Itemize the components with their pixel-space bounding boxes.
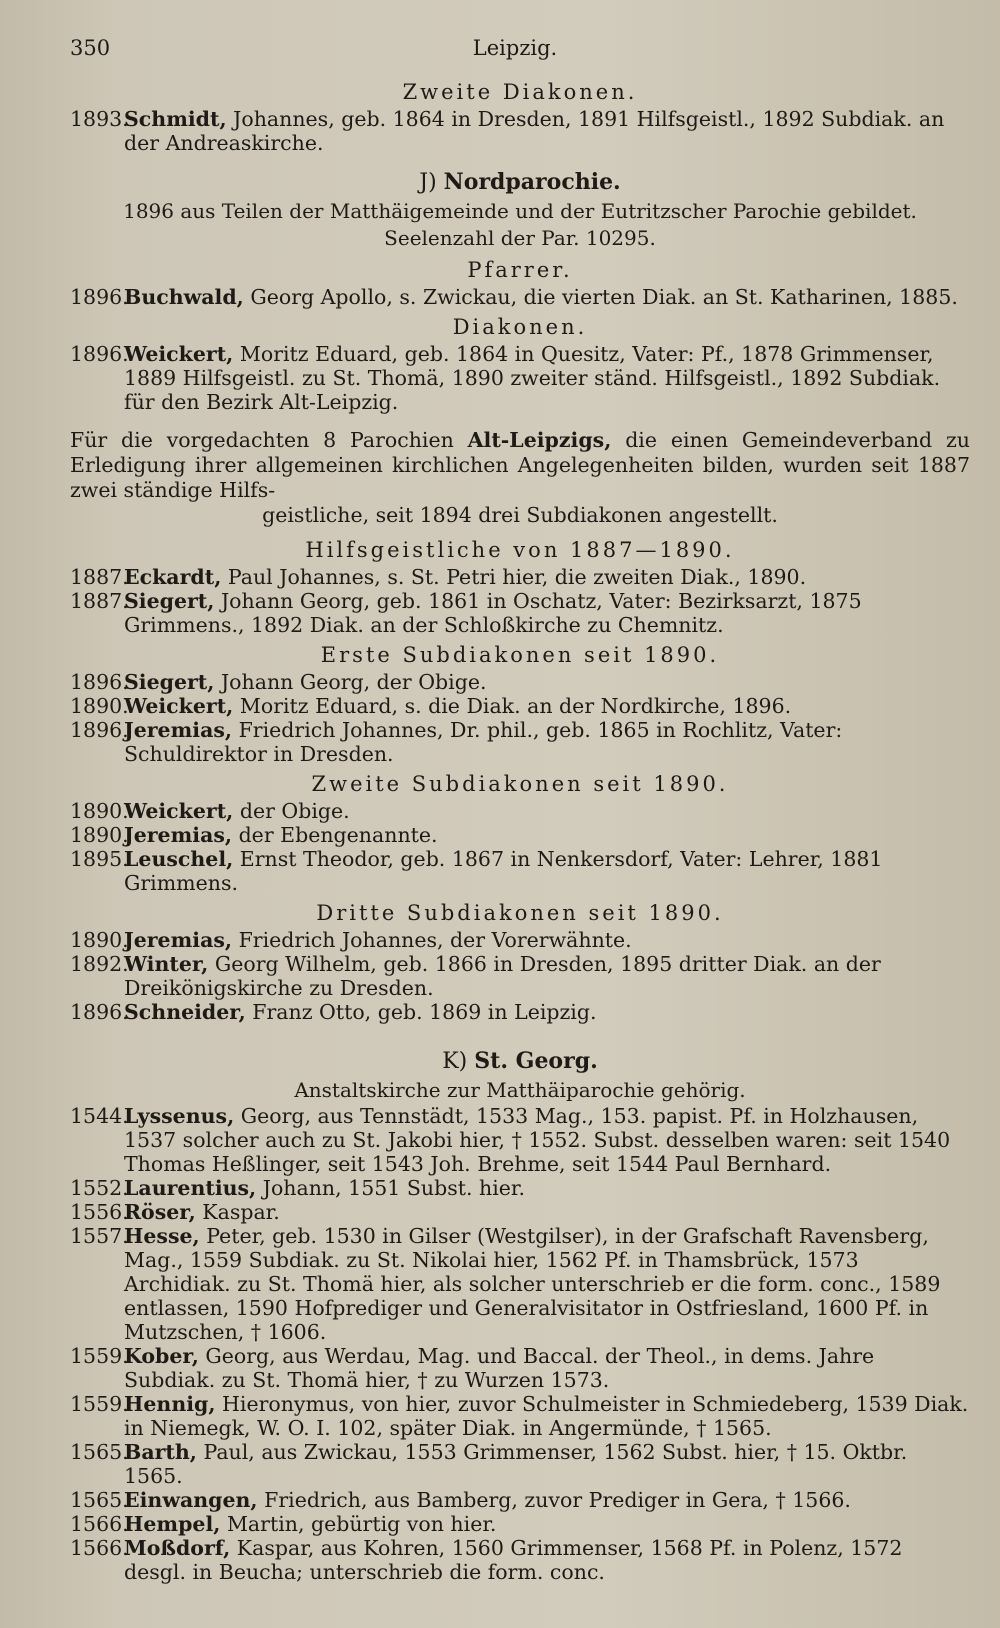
list-item	[70, 1440, 970, 1488]
list-item	[70, 694, 970, 718]
entry-description: Georg Apollo, s. Zwickau, die vierten Diak. an St. Katharinen, 1885.	[250, 285, 958, 309]
entry-name: Schmidt,	[124, 107, 227, 131]
paragraph-emphasis: Alt-Leipzigs,	[467, 428, 612, 452]
nordparochie-note-2: Seelenzahl der Par. 10295.	[384, 226, 656, 250]
entry-description: Johann Georg, der Obige.	[220, 670, 487, 694]
entry-name: Jeremias,	[124, 718, 233, 742]
list-zweite-subdiakonen	[70, 799, 970, 895]
entry-text	[124, 1392, 970, 1440]
section-name: St. Georg.	[474, 1048, 598, 1074]
entry-text	[124, 1200, 970, 1224]
list-hilfsgeistliche	[70, 565, 970, 637]
entry-name: Moßdorf,	[124, 1536, 231, 1560]
entry-year: 1890.	[70, 694, 129, 718]
entry-year: 1559.	[70, 1392, 129, 1416]
entry-year: 1893.	[70, 107, 129, 131]
entry-year: 1896.	[70, 718, 129, 742]
list-item	[70, 1104, 970, 1176]
entry-name: Lyssenus,	[124, 1104, 235, 1128]
list-item	[70, 823, 970, 847]
entry-year: 1887.	[70, 565, 129, 589]
entry-year: 1890.	[70, 799, 129, 823]
entry-description: Georg, aus Tennstädt, 1533 Mag., 153. papist. Pf. in Holzhausen, 1537 solcher auch zu St. Jakobi hier, † 1552. Subst. desselben waren: seit 1540 Thomas Heßlinger, seit 1543 Joh. Brehme, seit 1544 Paul Bernhard.	[124, 1104, 951, 1176]
list-item	[70, 1344, 970, 1392]
list-item	[70, 285, 970, 309]
entry-description: Kaspar.	[202, 1200, 280, 1224]
list-item	[70, 952, 970, 1000]
entry-text	[124, 823, 970, 847]
entry-text	[124, 952, 970, 1000]
list-item	[70, 1512, 970, 1536]
section-name: Nordparochie.	[443, 169, 621, 195]
entry-description: Friedrich Johannes, der Vorerwähnte.	[238, 928, 632, 952]
entry-description: Kaspar, aus Kohren, 1560 Grimmenser, 1568 Pf. in Polenz, 1572 desgl. in Beucha; unterschrieb die form. conc.	[124, 1536, 903, 1584]
entry-name: Schneider,	[124, 1000, 246, 1024]
entry-name: Buchwald,	[124, 285, 244, 309]
entry-text	[124, 928, 970, 952]
paragraph-last-line: geistliche, seit 1894 drei Subdiakonen angestellt.	[262, 503, 778, 527]
entry-description: Friedrich Johannes, Dr. phil., geb. 1865 in Rochlitz, Vater: Schuldirektor in Dresden.	[124, 718, 843, 766]
heading-zweite-diakonen: Zweite Diakonen.	[402, 80, 638, 104]
entry-description: Georg, aus Werdau, Mag. und Baccal. der Theol., in dems. Jahre Subdiak. zu St. Thomä hier, † zu Wurzen 1573.	[124, 1344, 875, 1392]
entry-text	[124, 1104, 970, 1176]
alt-leipzig-paragraph	[70, 428, 970, 528]
entry-name: Siegert,	[124, 589, 215, 613]
entry-name: Hesse,	[124, 1224, 200, 1248]
entry-name: Winter,	[124, 952, 209, 976]
section-letter: K)	[442, 1049, 468, 1074]
entry-year: 1896.	[70, 342, 129, 366]
entry-text	[124, 1512, 970, 1536]
entry-year: 1552.	[70, 1176, 129, 1200]
entry-description: Johannes, geb. 1864 in Dresden, 1891 Hilfsgeistl., 1892 Subdiak. an der Andreaskirche.	[124, 107, 945, 155]
entry-year: 1556.	[70, 1200, 129, 1224]
entry-name: Hempel,	[124, 1512, 221, 1536]
heading-st-georg	[70, 1048, 970, 1074]
spacer	[70, 1024, 970, 1034]
entry-description: der Ebengenannte.	[238, 823, 438, 847]
entry-text	[124, 1440, 970, 1488]
entry-description: Hieronymus, von hier, zuvor Schulmeister in Schmiedeberg, 1539 Diak. in Niemegk, W. O. I. 102, später Diak. in Angermünde, † 1565.	[124, 1392, 969, 1440]
entry-text	[124, 1176, 970, 1200]
entry-year: 1896.	[70, 285, 129, 309]
entry-name: Siegert,	[124, 670, 215, 694]
list-item	[70, 847, 970, 895]
entry-name: Leuschel,	[124, 847, 234, 871]
entry-description: Johann Georg, geb. 1861 in Oschatz, Vater: Bezirksarzt, 1875 Grimmens., 1892 Diak. an der Schloßkirche zu Chemnitz.	[124, 589, 862, 637]
entry-text	[124, 1344, 970, 1392]
entry-year: 1890.	[70, 823, 129, 847]
list-item	[70, 342, 970, 414]
entry-name: Weickert,	[124, 799, 234, 823]
list-dritte-subdiakonen	[70, 928, 970, 1024]
nordparochie-note-1: 1896 aus Teilen der Matthäigemeinde und der Eutritzscher Parochie gebildet.	[123, 199, 917, 223]
heading-nordparochie	[70, 169, 970, 195]
entry-year: 1895.	[70, 847, 129, 871]
entry-name: Einwangen,	[124, 1488, 258, 1512]
list-item	[70, 1488, 970, 1512]
running-head-title: Leipzig.	[472, 36, 558, 60]
entry-description: Peter, geb. 1530 in Gilser (Westgilser), in der Grafschaft Ravensberg, Mag., 1559 Subdiak. zu St. Nikolai hier, 1562 Pf. in Thamsbrück, 1573 Archidiak. zu St. Thomä hier, als solcher unterschrieb er die form. conc., 1589 entlassen, 1590 Hofprediger und Generalvisitator in Ostfriesland, 1600 Pf. in Mutzschen, † 1606.	[124, 1224, 941, 1344]
entry-text	[124, 1224, 970, 1344]
list-item	[70, 1536, 970, 1584]
entry-name: Eckardt,	[124, 565, 222, 589]
heading-erste-subdiakonen: Erste Subdiakonen seit 1890.	[320, 643, 720, 667]
entry-name: Laurentius,	[124, 1176, 257, 1200]
heading-pfarrer: Pfarrer.	[467, 258, 573, 282]
entry-name: Hennig,	[124, 1392, 216, 1416]
list-item	[70, 589, 970, 637]
list-item	[70, 1176, 970, 1200]
entry-name: Röser,	[124, 1200, 196, 1224]
entry-description: Martin, gebürtig von hier.	[226, 1512, 497, 1536]
entry-description: Ernst Theodor, geb. 1867 in Nenkersdorf, Vater: Lehrer, 1881 Grimmens.	[124, 847, 883, 895]
entry-year: 1565.	[70, 1440, 129, 1464]
entry-text	[124, 589, 970, 637]
list-item	[70, 1200, 970, 1224]
entry-year: 1892.	[70, 952, 129, 976]
list-item	[70, 670, 970, 694]
entry-text	[124, 1000, 970, 1024]
entry-text	[124, 694, 970, 718]
entry-text	[124, 342, 970, 414]
entry-text	[124, 107, 970, 155]
running-header	[70, 36, 960, 60]
list-item	[70, 1000, 970, 1024]
entry-name: Barth,	[124, 1440, 197, 1464]
heading-dritte-subdiakonen: Dritte Subdiakonen seit 1890.	[316, 901, 724, 925]
entry-year: 1896.	[70, 1000, 129, 1024]
entry-text	[124, 799, 970, 823]
entry-year: 1887.	[70, 589, 129, 613]
entry-name: Weickert,	[124, 342, 234, 366]
entry-description: Paul, aus Zwickau, 1553 Grimmenser, 1562 Subst. hier, † 15. Oktbr. 1565.	[124, 1440, 908, 1488]
list-erste-subdiakonen	[70, 670, 970, 766]
entry-text	[124, 718, 970, 766]
paragraph-text-2: die einen Gemeindeverband zu Erledigung ihrer allgemeinen kirchlichen Angelegenheiten bilden, wurden seit 1887 zwei ständige Hilfs-	[70, 428, 970, 502]
heading-hilfsgeistliche: Hilfsgeistliche von 1887—1890.	[305, 538, 735, 562]
list-item	[70, 718, 970, 766]
entry-description: Georg Wilhelm, geb. 1866 in Dresden, 1895 dritter Diak. an der Dreikönigskirche zu Dresden.	[124, 952, 881, 1000]
page-number: 350	[70, 36, 111, 60]
entry-text	[124, 847, 970, 895]
entry-year: 1566.	[70, 1536, 129, 1560]
list-item	[70, 565, 970, 589]
list-item	[70, 799, 970, 823]
list-item	[70, 928, 970, 952]
entry-description: Paul Johannes, s. St. Petri hier, die zweiten Diak., 1890.	[227, 565, 807, 589]
entry-description: der Obige.	[239, 799, 350, 823]
entry-name: Jeremias,	[124, 823, 233, 847]
entry-description: Friedrich, aus Bamberg, zuvor Prediger in Gera, † 1566.	[264, 1488, 851, 1512]
entry-year: 1896.	[70, 670, 129, 694]
entry-name: Weickert,	[124, 694, 234, 718]
entry-year: 1557.	[70, 1224, 129, 1248]
paragraph-text-1: Für die vorgedachten 8 Parochien	[70, 428, 454, 452]
entry-text	[124, 1536, 970, 1584]
heading-diakonen: Diakonen.	[452, 315, 588, 339]
entry-name: Jeremias,	[124, 928, 233, 952]
list-item	[70, 1392, 970, 1440]
entry-year: 1566.	[70, 1512, 129, 1536]
st-georg-note: Anstaltskirche zur Matthäiparochie gehörig.	[294, 1078, 746, 1102]
entry-year: 1544.	[70, 1104, 129, 1128]
entry-year: 1565.	[70, 1488, 129, 1512]
entry-description: Moritz Eduard, geb. 1864 in Quesitz, Vater: Pf., 1878 Grimmenser, 1889 Hilfsgeistl. zu St. Thomä, 1890 zweiter ständ. Hilfsgeistl., 1892 Subdiak. für den Bezirk Alt-Leipzig.	[124, 342, 941, 414]
entry-text	[124, 670, 970, 694]
list-st-georg	[70, 1104, 970, 1584]
entry-text	[124, 565, 970, 589]
entry-text	[124, 1488, 970, 1512]
section-letter: J)	[419, 170, 437, 195]
entry-description: Johann, 1551 Subst. hier.	[262, 1176, 525, 1200]
list-zweite-diakonen	[70, 107, 970, 155]
entry-text	[124, 285, 970, 309]
entry-year: 1890.	[70, 928, 129, 952]
entry-name: Kober,	[124, 1344, 199, 1368]
entry-description: Franz Otto, geb. 1869 in Leipzig.	[252, 1000, 597, 1024]
entry-year: 1559.	[70, 1344, 129, 1368]
entry-description: Moritz Eduard, s. die Diak. an der Nordkirche, 1896.	[239, 694, 792, 718]
list-item	[70, 107, 970, 155]
heading-zweite-subdiakonen: Zweite Subdiakonen seit 1890.	[311, 772, 729, 796]
list-item	[70, 1224, 970, 1344]
